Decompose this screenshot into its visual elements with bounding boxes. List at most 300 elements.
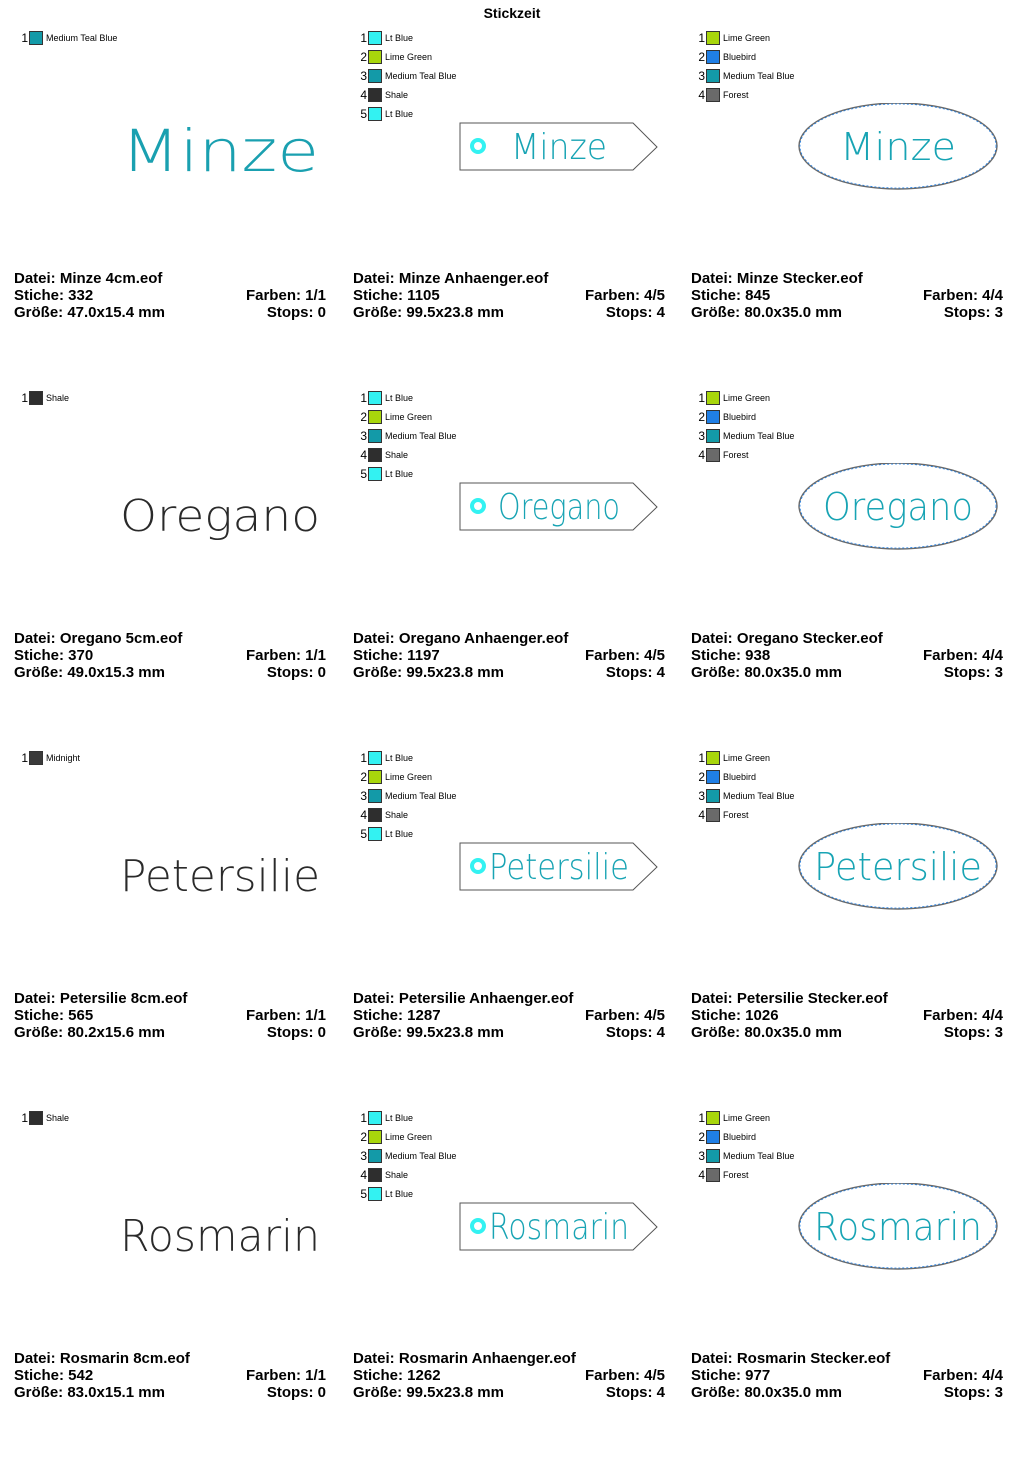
design-text: Minze [121,117,319,185]
legend-color-name: Forest [723,809,749,820]
legend-color-name: Lt Blue [385,32,414,43]
stop-count: Stops: 4 [605,664,665,681]
file-line [14,1350,326,1367]
design-cell-petersilie-tag [353,748,665,1108]
stitch-count: Stiche: 542 [14,1367,94,1384]
legend-item [691,786,794,805]
stitch-count: Stiche: 977 [691,1367,771,1384]
legend-number: 4 [360,447,367,462]
design-preview [353,103,665,213]
legend-color-name: Medium Teal Blue [46,32,118,43]
color-count: Farben: 4/5 [584,1007,665,1024]
stop-count: Stops: 0 [266,304,326,321]
color-swatch [368,88,382,102]
file-name: Datei: Oregano Anhaenger.eof [353,630,569,647]
file-line [14,990,326,1007]
legend-color-name: Medium Teal Blue [723,790,795,801]
legend-item [353,66,456,85]
design-text: Oregano [120,491,320,542]
stitch-line [14,287,326,304]
legend-item [353,767,456,786]
size-line [14,1384,326,1401]
design-preview-svg [691,823,1003,933]
size-line [14,1024,326,1041]
design-size: Größe: 99.5x23.8 mm [353,1024,504,1041]
tag-hole-center [476,1224,480,1228]
legend-item [353,426,456,445]
legend-color-name: Lime Green [385,771,433,782]
legend-color-name: Bluebird [723,1131,757,1142]
design-size: Größe: 80.0x35.0 mm [691,1024,842,1041]
design-preview [353,823,665,933]
legend-number: 3 [698,428,705,443]
size-line [353,664,665,681]
design-preview-svg [14,103,326,213]
legend-item [353,28,456,47]
tag-hole-center [476,864,480,868]
design-cell-oregano-text [14,388,326,748]
file-line [691,990,1003,1007]
legend-item [691,445,794,464]
legend-number: 1 [698,30,705,45]
color-swatch [706,31,720,45]
design-info [691,1350,1003,1401]
legend-number: 2 [698,409,705,424]
stitch-line [691,647,1003,664]
legend-item [691,85,794,104]
color-swatch [368,770,382,784]
design-preview [353,1183,665,1293]
design-text: Minze [511,127,607,168]
color-swatch [29,391,43,405]
color-swatch [29,1111,43,1125]
legend-number: 2 [698,49,705,64]
legend-color-name: Shale [46,1112,70,1123]
design-preview-svg [353,463,665,573]
legend-item [353,1127,456,1146]
legend-number: 1 [698,1110,705,1125]
legend-number: 4 [698,447,705,462]
stitch-line [14,1007,326,1024]
design-preview-svg [691,103,1003,213]
color-swatch [706,429,720,443]
stop-count: Stops: 0 [266,1024,326,1041]
design-cell-minze-text [14,28,326,388]
color-legend [14,1108,69,1127]
design-size: Größe: 80.0x35.0 mm [691,304,842,321]
color-count: Farben: 4/5 [584,1367,665,1384]
legend-color-name: Midnight [46,752,81,763]
color-swatch [368,69,382,83]
legend-number: 2 [360,1129,367,1144]
file-line [14,630,326,647]
size-line [14,664,326,681]
color-swatch [706,789,720,803]
legend-item [14,748,80,767]
legend-number: 4 [360,87,367,102]
legend-color-name: Forest [723,449,749,460]
stitch-count: Stiche: 332 [14,287,94,304]
color-swatch [368,391,382,405]
legend-item [691,66,794,85]
color-swatch [706,88,720,102]
design-text: Oregano [498,487,620,528]
design-cell-minze-tag [353,28,665,388]
design-cell-oregano-tag [353,388,665,748]
legend-number: 1 [21,30,28,45]
legend-color-name: Lt Blue [385,108,414,119]
file-line [14,270,326,287]
color-swatch [706,1149,720,1163]
design-text: Rosmarin [489,1207,629,1248]
color-count: Farben: 4/5 [584,647,665,664]
stitch-line [353,647,665,664]
stop-count: Stops: 3 [943,304,1003,321]
design-text: Petersilie [489,847,629,888]
stitch-count: Stiche: 565 [14,1007,94,1024]
legend-number: 3 [360,1148,367,1163]
stitch-count: Stiche: 370 [14,647,94,664]
color-swatch [706,770,720,784]
design-size: Größe: 99.5x23.8 mm [353,1384,504,1401]
legend-color-name: Lime Green [723,392,771,403]
design-info [691,630,1003,681]
legend-number: 1 [21,1110,28,1125]
design-info [353,1350,665,1401]
legend-color-name: Shale [385,1169,409,1180]
size-line [14,304,326,321]
color-swatch [706,1111,720,1125]
legend-item [691,28,794,47]
design-info [14,630,326,681]
file-name: Datei: Minze 4cm.eof [14,270,163,287]
legend-number: 1 [360,30,367,45]
legend-number: 1 [21,390,28,405]
legend-color-name: Lime Green [723,1112,771,1123]
color-swatch [29,751,43,765]
color-swatch [368,50,382,64]
design-preview [691,463,1003,573]
size-line [691,664,1003,681]
page-title: Stickzeit [483,5,541,21]
design-preview-svg [353,1183,665,1293]
file-line [353,270,665,287]
legend-item [691,748,794,767]
legend-number: 3 [698,1148,705,1163]
legend-number: 1 [360,750,367,765]
legend-number: 1 [360,1110,367,1125]
design-preview [353,463,665,573]
file-name: Datei: Rosmarin 8cm.eof [14,1350,190,1367]
legend-number: 3 [360,68,367,83]
legend-number: 5 [360,826,367,841]
legend-number: 5 [360,106,367,121]
file-name: Datei: Oregano Stecker.eof [691,630,883,647]
stitch-count: Stiche: 1026 [691,1007,779,1024]
legend-number: 3 [360,428,367,443]
color-swatch [706,410,720,424]
legend-item [691,1108,794,1127]
color-legend [14,388,69,407]
file-name: Datei: Petersilie Stecker.eof [691,990,888,1007]
size-line [353,1024,665,1041]
legend-number: 1 [698,390,705,405]
stop-count: Stops: 0 [266,1384,326,1401]
legend-number: 3 [698,68,705,83]
design-preview-svg [691,1183,1003,1293]
design-preview [14,823,326,933]
legend-color-name: Lt Blue [385,1112,414,1123]
legend-color-name: Bluebird [723,51,757,62]
legend-number: 1 [698,750,705,765]
design-row [14,28,1014,388]
stitch-count: Stiche: 845 [691,287,771,304]
color-swatch [368,31,382,45]
legend-item [353,407,456,426]
design-text: Petersilie [814,845,982,889]
legend-color-name: Forest [723,1169,749,1180]
color-count: Farben: 4/4 [922,1367,1003,1384]
legend-color-name: Shale [385,809,409,820]
stop-count: Stops: 3 [943,1384,1003,1401]
legend-color-name: Medium Teal Blue [385,790,457,801]
legend-number: 2 [698,769,705,784]
legend-number: 3 [360,788,367,803]
design-size: Größe: 83.0x15.1 mm [14,1384,165,1401]
design-info [353,630,665,681]
design-preview-svg [691,463,1003,573]
color-swatch [706,808,720,822]
legend-number: 1 [360,390,367,405]
stitch-line [353,1007,665,1024]
design-text: Rosmarin [814,1205,982,1249]
legend-item [14,28,117,47]
color-swatch [368,448,382,462]
legend-item [353,445,456,464]
size-line [691,1024,1003,1041]
color-swatch [29,31,43,45]
design-text: Oregano [823,485,973,529]
color-swatch [368,751,382,765]
design-info [14,1350,326,1401]
color-legend [691,388,794,464]
file-name: Datei: Rosmarin Anhaenger.eof [353,1350,576,1367]
design-preview [14,1183,326,1293]
design-size: Größe: 80.0x35.0 mm [691,664,842,681]
design-preview-svg [353,823,665,933]
size-line [353,304,665,321]
legend-item [14,1108,69,1127]
color-swatch [368,429,382,443]
design-size: Größe: 80.2x15.6 mm [14,1024,165,1041]
color-legend [691,748,794,824]
legend-color-name: Lime Green [723,32,771,43]
color-swatch [706,391,720,405]
design-size: Größe: 80.0x35.0 mm [691,1384,842,1401]
file-name: Datei: Minze Anhaenger.eof [353,270,549,287]
design-preview-svg [14,1183,326,1293]
legend-item [353,47,456,66]
legend-color-name: Medium Teal Blue [723,70,795,81]
legend-number: 3 [698,788,705,803]
design-info [353,990,665,1041]
legend-color-name: Lime Green [723,752,771,763]
legend-number: 5 [360,466,367,481]
stitch-count: Stiche: 1287 [353,1007,441,1024]
color-count: Farben: 1/1 [245,1007,326,1024]
color-count: Farben: 1/1 [245,287,326,304]
design-text: Petersilie [120,851,320,902]
legend-item [353,748,456,767]
legend-number: 5 [360,1186,367,1201]
design-cell-minze-oval [691,28,1003,388]
legend-color-name: Lt Blue [385,1188,414,1199]
stitch-line [353,287,665,304]
design-cell-petersilie-oval [691,748,1003,1108]
file-line [353,1350,665,1367]
legend-color-name: Bluebird [723,411,757,422]
legend-number: 4 [698,87,705,102]
design-preview [691,103,1003,213]
color-legend [14,748,80,767]
legend-color-name: Shale [46,392,70,403]
file-line [691,1350,1003,1367]
stitch-line [691,1007,1003,1024]
legend-item [691,1165,794,1184]
design-row [14,388,1014,748]
stop-count: Stops: 3 [943,1024,1003,1041]
legend-item [691,767,794,786]
design-size: Größe: 99.5x23.8 mm [353,304,504,321]
design-row [14,1108,1014,1468]
stop-count: Stops: 4 [605,1024,665,1041]
color-count: Farben: 4/4 [922,647,1003,664]
legend-item [353,805,456,824]
design-cell-petersilie-text [14,748,326,1108]
file-line [353,990,665,1007]
legend-color-name: Lime Green [385,411,433,422]
design-preview-svg [353,103,665,213]
file-line [691,630,1003,647]
design-info [691,990,1003,1041]
design-info [353,270,665,321]
legend-color-name: Shale [385,89,409,100]
size-line [353,1384,665,1401]
stitch-line [14,1367,326,1384]
color-swatch [368,1111,382,1125]
file-name: Datei: Minze Stecker.eof [691,270,863,287]
design-row [14,748,1014,1108]
legend-number: 1 [21,750,28,765]
design-size: Größe: 99.5x23.8 mm [353,664,504,681]
color-count: Farben: 1/1 [245,647,326,664]
legend-color-name: Medium Teal Blue [385,430,457,441]
legend-item [691,805,794,824]
legend-number: 2 [360,769,367,784]
stitch-count: Stiche: 1197 [353,647,440,664]
legend-item [691,1146,794,1165]
design-preview [14,103,326,213]
tag-hole-center [476,144,480,148]
legend-item [353,786,456,805]
design-info [14,990,326,1041]
stop-count: Stops: 3 [943,664,1003,681]
color-legend [14,28,117,47]
file-name: Datei: Oregano 5cm.eof [14,630,183,647]
color-swatch [368,1149,382,1163]
legend-number: 4 [698,807,705,822]
legend-number: 2 [360,409,367,424]
legend-color-name: Medium Teal Blue [723,1150,795,1161]
legend-item [14,388,69,407]
stitch-line [353,1367,665,1384]
legend-item [353,1146,456,1165]
legend-color-name: Lt Blue [385,752,414,763]
file-name: Datei: Petersilie 8cm.eof [14,990,188,1007]
stitch-line [691,1367,1003,1384]
legend-number: 4 [360,1167,367,1182]
legend-color-name: Medium Teal Blue [723,430,795,441]
design-preview-svg [14,823,326,933]
color-swatch [368,410,382,424]
stitch-count: Stiche: 1262 [353,1367,441,1384]
color-swatch [706,448,720,462]
legend-number: 2 [698,1129,705,1144]
legend-color-name: Forest [723,89,749,100]
legend-color-name: Lt Blue [385,392,414,403]
design-size: Größe: 47.0x15.4 mm [14,304,165,321]
color-count: Farben: 4/4 [922,1007,1003,1024]
legend-color-name: Lt Blue [385,468,414,479]
color-swatch [706,69,720,83]
legend-color-name: Medium Teal Blue [385,1150,457,1161]
color-swatch [706,751,720,765]
legend-color-name: Shale [385,449,409,460]
stop-count: Stops: 4 [605,304,665,321]
legend-item [353,1108,456,1127]
color-count: Farben: 4/4 [922,287,1003,304]
design-cell-rosmarin-text [14,1108,326,1468]
legend-color-name: Medium Teal Blue [385,70,457,81]
design-preview [691,823,1003,933]
legend-color-name: Lt Blue [385,828,414,839]
stop-count: Stops: 0 [266,664,326,681]
stop-count: Stops: 4 [605,1384,665,1401]
color-swatch [368,789,382,803]
stitch-line [691,287,1003,304]
legend-number: 4 [698,1167,705,1182]
design-cell-rosmarin-tag [353,1108,665,1468]
size-line [691,304,1003,321]
size-line [691,1384,1003,1401]
color-count: Farben: 1/1 [245,1367,326,1384]
color-swatch [706,1130,720,1144]
legend-item [691,388,794,407]
design-text: Minze [840,125,956,169]
legend-color-name: Bluebird [723,771,757,782]
design-size: Größe: 49.0x15.3 mm [14,664,165,681]
legend-item [353,85,456,104]
tag-hole-center [476,504,480,508]
file-name: Datei: Petersilie Anhaenger.eof [353,990,574,1007]
legend-color-name: Lime Green [385,51,433,62]
legend-item [691,426,794,445]
color-legend [691,28,794,104]
file-line [691,270,1003,287]
design-preview [691,1183,1003,1293]
stitch-count: Stiche: 1105 [353,287,440,304]
design-info [691,270,1003,321]
